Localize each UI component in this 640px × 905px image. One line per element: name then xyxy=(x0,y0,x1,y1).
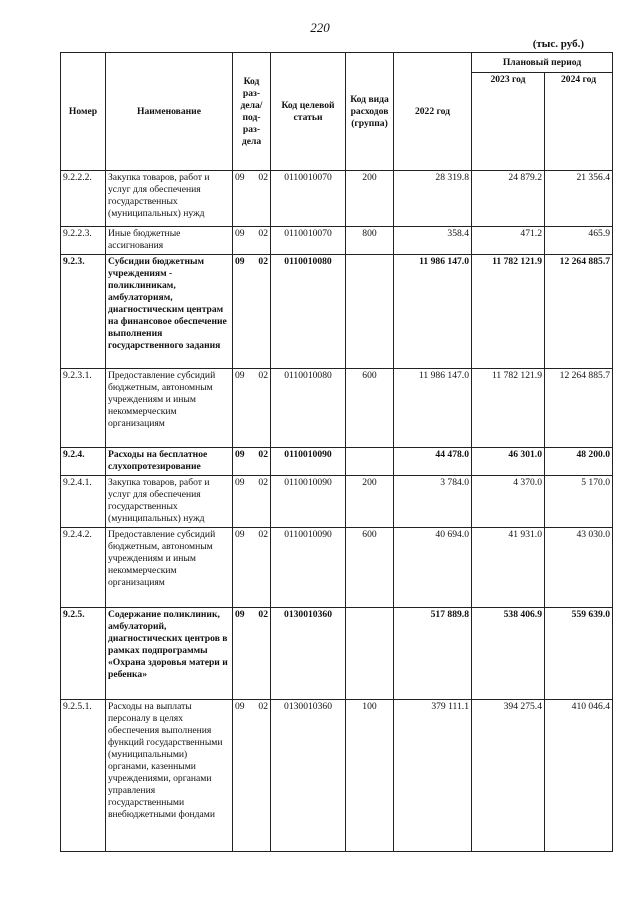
header-year-2022: 2022 год xyxy=(394,53,472,171)
row-section-code xyxy=(233,528,271,608)
subsection-code: 02 xyxy=(258,449,268,460)
section-code: 09 xyxy=(235,701,245,712)
row-name: Иные бюджетные ассигнования xyxy=(106,227,233,255)
subsection-code: 02 xyxy=(258,228,268,239)
row-value-2023: 471.2 xyxy=(472,227,545,255)
units-label: (тыс. руб.) xyxy=(532,38,584,50)
section-code: 09 xyxy=(235,609,245,620)
header-year-2023: 2023 год xyxy=(472,73,545,171)
row-number: 9.2.4. xyxy=(61,448,106,476)
row-value-2023: 394 275.4 xyxy=(472,700,545,852)
header-planned-period: Плановый период xyxy=(472,53,613,73)
budget-table xyxy=(60,52,613,852)
table-row xyxy=(61,369,613,448)
row-expense-type: 100 xyxy=(346,700,394,852)
row-section-code xyxy=(233,171,271,227)
row-value-2024: 12 264 885.7 xyxy=(545,369,613,448)
row-number: 9.2.4.1. xyxy=(61,476,106,528)
section-code: 09 xyxy=(235,370,245,381)
row-value-2024: 5 170.0 xyxy=(545,476,613,528)
row-target-code: 0130010360 xyxy=(271,608,346,700)
table-row xyxy=(61,700,613,852)
header-target: Код целевой статьи xyxy=(271,53,346,171)
row-name: Предоставление субсидий бюджетным, автономным учреждениям и иным некоммерческим организациям xyxy=(106,528,233,608)
row-number: 9.2.5. xyxy=(61,608,106,700)
subsection-code: 02 xyxy=(258,701,268,712)
subsection-code: 02 xyxy=(258,256,268,267)
row-value-2023: 24 879.2 xyxy=(472,171,545,227)
row-value-2022: 11 986 147.0 xyxy=(394,255,472,369)
row-target-code: 0110010080 xyxy=(271,255,346,369)
row-expense-type xyxy=(346,608,394,700)
table-header xyxy=(61,53,613,171)
row-name: Предоставление субсидий бюджетным, автономным учреждениям и иным некоммерческим организациям xyxy=(106,369,233,448)
section-code: 09 xyxy=(235,172,245,183)
header-name: Наименование xyxy=(106,53,233,171)
table-row xyxy=(61,448,613,476)
row-expense-type xyxy=(346,255,394,369)
row-section-code xyxy=(233,448,271,476)
row-number: 9.2.3.1. xyxy=(61,369,106,448)
row-expense-type: 200 xyxy=(346,171,394,227)
row-value-2022: 517 889.8 xyxy=(394,608,472,700)
table-row xyxy=(61,528,613,608)
row-value-2023: 11 782 121.9 xyxy=(472,369,545,448)
row-section-code xyxy=(233,476,271,528)
row-target-code: 0130010360 xyxy=(271,700,346,852)
row-number: 9.2.3. xyxy=(61,255,106,369)
row-value-2023: 4 370.0 xyxy=(472,476,545,528)
page-number: 220 xyxy=(310,20,330,35)
row-section-code xyxy=(233,255,271,369)
table-row xyxy=(61,608,613,700)
row-target-code: 0110010070 xyxy=(271,227,346,255)
table-row xyxy=(61,476,613,528)
row-expense-type xyxy=(346,448,394,476)
row-number: 9.2.5.1. xyxy=(61,700,106,852)
row-value-2022: 358.4 xyxy=(394,227,472,255)
row-value-2022: 3 784.0 xyxy=(394,476,472,528)
table-row xyxy=(61,227,613,255)
row-number: 9.2.2.2. xyxy=(61,171,106,227)
row-value-2024: 410 046.4 xyxy=(545,700,613,852)
section-code: 09 xyxy=(235,228,245,239)
table-body xyxy=(61,171,613,852)
row-name: Расходы на выплаты персоналу в целях обеспечения выполнения функций государственными (муниципальными) органами, казенными учреждениями, органами управления государственными внебюджетными фондами xyxy=(106,700,233,852)
row-value-2023: 11 782 121.9 xyxy=(472,255,545,369)
row-expense-type: 600 xyxy=(346,369,394,448)
row-name: Расходы на бесплатное слухопротезирование xyxy=(106,448,233,476)
row-target-code: 0110010070 xyxy=(271,171,346,227)
row-section-code xyxy=(233,700,271,852)
row-target-code: 0110010080 xyxy=(271,369,346,448)
row-value-2024: 48 200.0 xyxy=(545,448,613,476)
row-value-2023: 41 931.0 xyxy=(472,528,545,608)
row-value-2022: 379 111.1 xyxy=(394,700,472,852)
row-name: Содержание поликлиник, амбулаторий, диагностических центров в рамках подпрограммы «Охрана здоровья матери и ребенка» xyxy=(106,608,233,700)
row-name: Субсидии бюджетным учреждениям - поликлиникам, амбулаториям, диагностическим центрам на финансовое обеспечение выполнения государственного задания xyxy=(106,255,233,369)
row-value-2024: 43 030.0 xyxy=(545,528,613,608)
row-value-2022: 44 478.0 xyxy=(394,448,472,476)
row-name: Закупка товаров, работ и услуг для обеспечения государственных (муниципальных) нужд xyxy=(106,476,233,528)
row-section-code xyxy=(233,608,271,700)
subsection-code: 02 xyxy=(258,370,268,381)
header-expense-type: Код вида расходов (группа) xyxy=(346,53,394,171)
row-value-2022: 28 319.8 xyxy=(394,171,472,227)
section-code: 09 xyxy=(235,449,245,460)
row-number: 9.2.2.3. xyxy=(61,227,106,255)
row-target-code: 0110010090 xyxy=(271,528,346,608)
section-code: 09 xyxy=(235,529,245,540)
row-section-code xyxy=(233,227,271,255)
header-year-2024: 2024 год xyxy=(545,73,613,171)
row-target-code: 0110010090 xyxy=(271,476,346,528)
row-value-2024: 12 264 885.7 xyxy=(545,255,613,369)
row-value-2024: 465.9 xyxy=(545,227,613,255)
row-value-2022: 40 694.0 xyxy=(394,528,472,608)
table-row xyxy=(61,171,613,227)
row-value-2024: 559 639.0 xyxy=(545,608,613,700)
table-row xyxy=(61,255,613,369)
row-number: 9.2.4.2. xyxy=(61,528,106,608)
row-expense-type: 200 xyxy=(346,476,394,528)
section-code: 09 xyxy=(235,477,245,488)
row-value-2023: 538 406.9 xyxy=(472,608,545,700)
header-section: Код раз-дела/ под-раз-дела xyxy=(233,53,271,171)
subsection-code: 02 xyxy=(258,172,268,183)
subsection-code: 02 xyxy=(258,477,268,488)
row-target-code: 0110010090 xyxy=(271,448,346,476)
row-value-2023: 46 301.0 xyxy=(472,448,545,476)
subsection-code: 02 xyxy=(258,609,268,620)
row-expense-type: 600 xyxy=(346,528,394,608)
row-name: Закупка товаров, работ и услуг для обеспечения государственных (муниципальных) нужд xyxy=(106,171,233,227)
row-expense-type: 800 xyxy=(346,227,394,255)
row-value-2024: 21 356.4 xyxy=(545,171,613,227)
section-code: 09 xyxy=(235,256,245,267)
header-number: Номер xyxy=(61,53,106,171)
subsection-code: 02 xyxy=(258,529,268,540)
row-value-2022: 11 986 147.0 xyxy=(394,369,472,448)
row-section-code xyxy=(233,369,271,448)
